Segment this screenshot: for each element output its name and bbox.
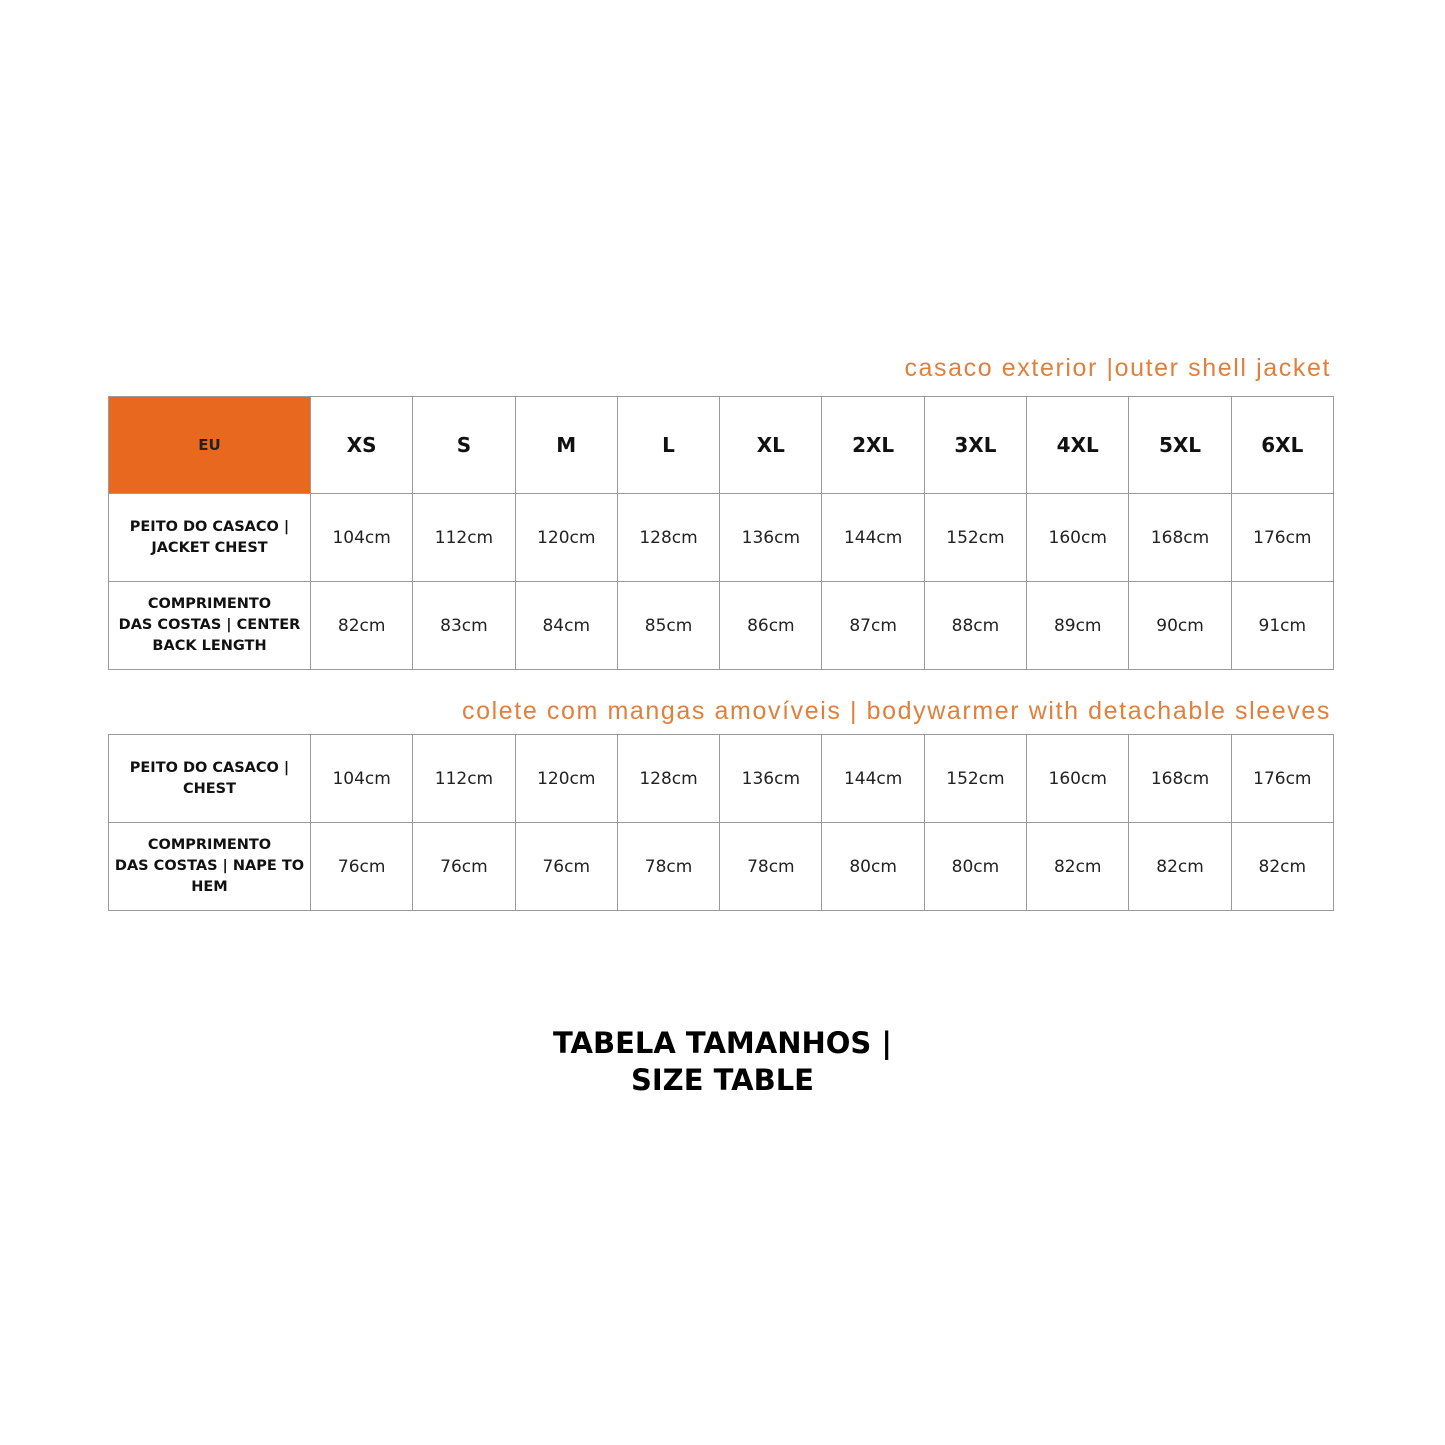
bodywarmer-title: colete com mangas amovíveis | bodywarmer with detachable sleeves — [462, 697, 1331, 725]
table-cell: 152cm — [924, 494, 1026, 582]
table-cell: 85cm — [617, 582, 719, 670]
table-cell: 78cm — [720, 823, 822, 911]
table-cell: 176cm — [1231, 735, 1333, 823]
outer-shell-size-table — [108, 396, 1334, 670]
table-row — [109, 823, 1334, 911]
row-label-nape-to-hem: COMPRIMENTO DAS COSTAS | NAPE TO HEM — [109, 823, 311, 911]
table-cell: 128cm — [617, 494, 719, 582]
outer-shell-title: casaco exterior |outer shell jacket — [904, 354, 1331, 382]
size-header-s: S — [413, 397, 515, 494]
table-row — [109, 582, 1334, 670]
table-cell: 120cm — [515, 735, 617, 823]
row-label-jacket-chest: PEITO DO CASACO | JACKET CHEST — [109, 494, 311, 582]
table-cell: 76cm — [515, 823, 617, 911]
table-cell: 82cm — [1231, 823, 1333, 911]
eu-header-cell: EU — [109, 397, 311, 494]
size-header-m: M — [515, 397, 617, 494]
size-header-3xl: 3XL — [924, 397, 1026, 494]
table-cell: 120cm — [515, 494, 617, 582]
table-cell: 168cm — [1129, 735, 1231, 823]
table-cell: 82cm — [1027, 823, 1129, 911]
table-cell: 87cm — [822, 582, 924, 670]
table-row — [109, 494, 1334, 582]
size-header-2xl: 2XL — [822, 397, 924, 494]
table-cell: 76cm — [311, 823, 413, 911]
bodywarmer-size-table — [108, 734, 1334, 911]
size-header-5xl: 5XL — [1129, 397, 1231, 494]
table-cell: 88cm — [924, 582, 1026, 670]
row-label-center-back-length: COMPRIMENTO DAS COSTAS | CENTER BACK LENGTH — [109, 582, 311, 670]
table-cell: 176cm — [1231, 494, 1333, 582]
table-cell: 90cm — [1129, 582, 1231, 670]
table-row — [109, 735, 1334, 823]
table-cell: 144cm — [822, 494, 924, 582]
table-cell: 80cm — [822, 823, 924, 911]
table-cell: 84cm — [515, 582, 617, 670]
table-cell: 168cm — [1129, 494, 1231, 582]
size-header-row — [109, 397, 1334, 494]
page-title — [0, 1025, 1445, 1099]
size-header-4xl: 4XL — [1027, 397, 1129, 494]
table-cell: 104cm — [311, 735, 413, 823]
table-cell: 82cm — [311, 582, 413, 670]
size-header-xl: XL — [720, 397, 822, 494]
table-cell: 83cm — [413, 582, 515, 670]
table-cell: 160cm — [1027, 735, 1129, 823]
table-cell: 86cm — [720, 582, 822, 670]
table-cell: 78cm — [617, 823, 719, 911]
page-title-line-1: TABELA TAMANHOS | — [553, 1026, 892, 1060]
table-cell: 82cm — [1129, 823, 1231, 911]
size-header-l: L — [617, 397, 719, 494]
row-label-chest: PEITO DO CASACO | CHEST — [109, 735, 311, 823]
table-cell: 89cm — [1027, 582, 1129, 670]
table-cell: 112cm — [413, 494, 515, 582]
size-header-xs: XS — [311, 397, 413, 494]
table-cell: 112cm — [413, 735, 515, 823]
table-cell: 136cm — [720, 735, 822, 823]
size-header-6xl: 6XL — [1231, 397, 1333, 494]
table-cell: 152cm — [924, 735, 1026, 823]
table-cell: 144cm — [822, 735, 924, 823]
table-cell: 160cm — [1027, 494, 1129, 582]
table-cell: 104cm — [311, 494, 413, 582]
table-cell: 76cm — [413, 823, 515, 911]
table-cell: 128cm — [617, 735, 719, 823]
table-cell: 80cm — [924, 823, 1026, 911]
page-title-line-2: SIZE TABLE — [631, 1063, 814, 1097]
table-cell: 136cm — [720, 494, 822, 582]
table-cell: 91cm — [1231, 582, 1333, 670]
